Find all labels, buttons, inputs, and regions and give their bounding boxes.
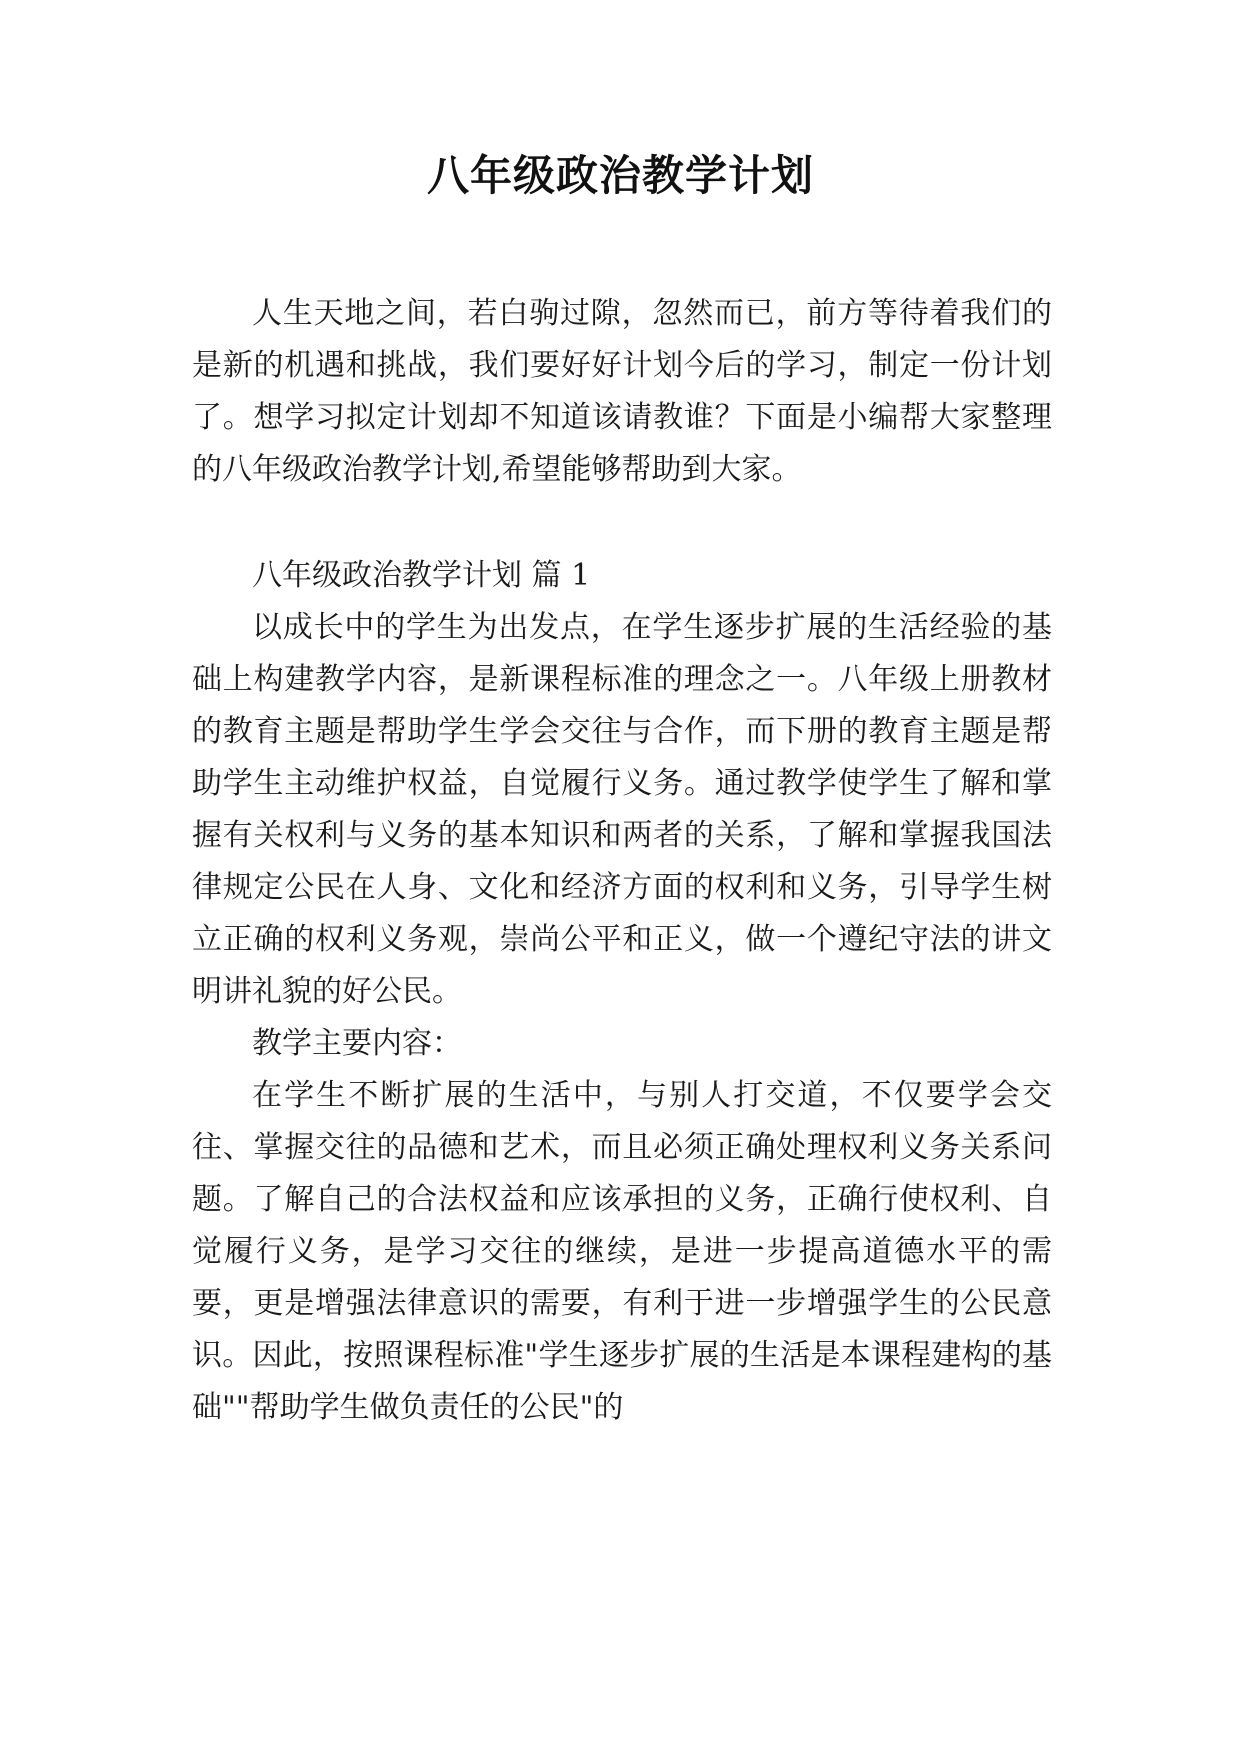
spacer [192,496,1052,550]
intro-paragraph: 人生天地之间，若白驹过隙，忽然而已，前方等待着我们的是新的机遇和挑战，我们要好好计划今后的学习，制定一份计划了。想学习拟定计划却不知道该请教谁？下面是小编帮大家整理的八年级政治教学计划,希望能够帮助到大家。 [192,296,1052,487]
document-title: 八年级政治教学计划 [426,151,814,200]
content-heading: 教学主要内容： [252,1026,462,1061]
body-paragraph-2: 在学生不断扩展的生活中，与别人打交道，不仅要学会交往、掌握交往的品德和艺术，而且必须正确处理权利义务关系问题。了解自己的合法权益和应该承担的义务，正确行使权利、自觉履行义务，是学习交往的继续，是进一步提高道德水平的需要，更是增强法律意识的需要，有利于进一步增强学生的公民意识。因此，按照课程标准"学生逐步扩展的生活是本课程建构的基础""帮助学生做负责任的公民"的 [192,1078,1052,1425]
document-body [192,288,1052,1434]
section-heading: 八年级政治教学计划 篇 1 [252,558,591,593]
body-paragraph-1: 以成长中的学生为出发点，在学生逐步扩展的生活经验的基础上构建教学内容，是新课程标准的理念之一。八年级上册教材的教育主题是帮助学生学会交往与合作，而下册的教育主题是帮助学生主动维护权益，自觉履行义务。通过教学使学生了解和掌握有关权利与义务的基本知识和两者的关系，了解和掌握我国法律规定公民在人身、文化和经济方面的权利和义务，引导学生树立正确的权利义务观，崇尚公平和正义，做一个遵纪守法的讲文明讲礼貌的好公民。 [192,610,1052,1009]
